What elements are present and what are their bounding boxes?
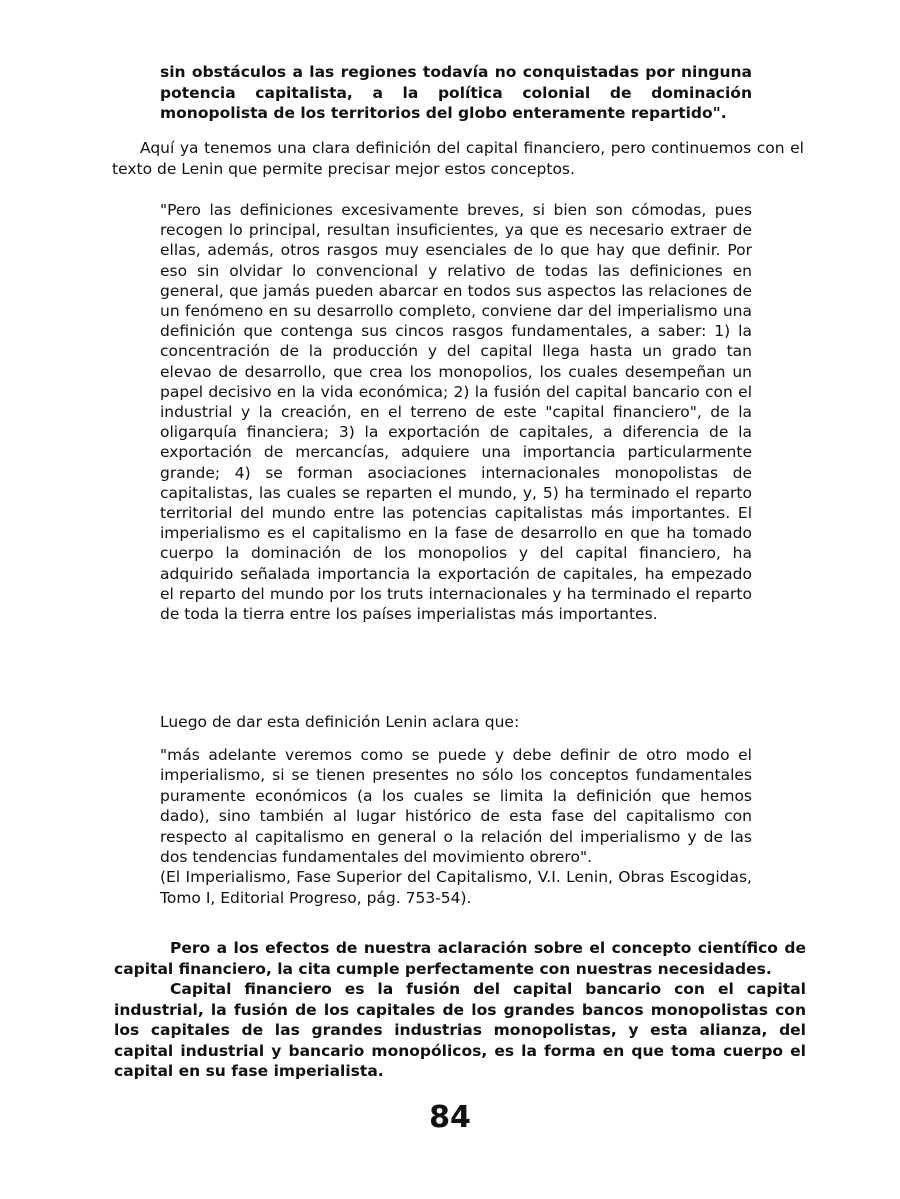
page-number: 84 [429,1100,471,1135]
paragraph-lenin-second-quote [160,745,752,908]
paragraph-quote-ending: sin obstáculos a las regiones todavía no conquistadas por ninguna potencia capitalista, a la política colonial de dominación monopolista de los territorios del globo enteramente repartido". [160,63,752,122]
second-quote-text: "más adelante veremos como se puede y debe definir de otro modo el imperialismo, si se tienen presentes no sólo los conceptos fundamentales puramente económicos (a los cuales se limita la definición que hemos dado), sino también al lugar histórico de esta fase del capitalismo con respecto al capitalismo en general o la relación del imperialismo y de las dos tendencias fundamentales del movimiento obrero". [160,746,752,867]
paragraph-intro: Aquí ya tenemos una clara definición del capital financiero, pero continuemos con el texto de Lenin que permite precisar mejor estos conceptos. [112,139,804,178]
conclusion-sentence-2: Capital financiero es la fusión del capital bancario con el capital industrial, la fusión de los capitales de los grandes bancos monopolistas con los capitales de las grandes industrias monopolistas, y esta alianza, del capital industrial y bancario monopólicos, es la forma en que toma cuerpo el capital en su fase imperialista. [114,980,806,1080]
conclusion-sentence-1: Pero a los efectos de nuestra aclaración sobre el concepto científico de capital financiero, la cita cumple perfectamente con nuestras necesidades. [114,939,806,978]
paragraph-transition: Luego de dar esta definición Lenin aclara que: [160,713,520,731]
citation: (El Imperialismo, Fase Superior del Capitalismo, V.I. Lenin, Obras Escogidas, Tomo I, Editorial Progreso, pág. 753-54). [160,868,752,907]
paragraph-conclusion [114,938,806,1082]
paragraph-lenin-definition-quote: "Pero las definiciones excesivamente breves, si bien son cómodas, pues recogen lo principal, resultan insuficientes, ya que es necesario extraer de ellas, además, otros rasgos muy esenciales de lo que hay que definir. Por eso sin olvidar lo convencional y relativo de todas las definiciones en general, que jamás pueden abarcar en todos sus aspectos las relaciones de un fenómeno en su desarrollo completo, conviene dar del imperialismo una definición que contenga sus cincos rasgos fundamentales, a saber: 1) la concentración de la producción y del capital llega hasta un grado tan elevao de desarrollo, que crea los monopolios, los cuales desempeñan un papel decisivo en la vida económica; 2) la fusión del capital bancario con el industrial y la creación, en el terreno de este "capital financiero", de la oligarquía financiera; 3) la exportación de capitales, a diferencia de la exportación de mercancías, adquiere una importancia particularmente grande; 4) se forman asociaciones internacionales monopolistas de capitalistas, las cuales se reparten el mundo, y, 5) ha terminado el reparto territorial del mundo entre las potencias capitalistas más importantes. El imperialismo es el capitalismo en la fase de desarrollo en que ha tomado cuerpo la dominación de los monopolios y del capital financiero, ha adquirido señalada importancia la exportación de capitales, ha empezado el reparto del mundo por los truts internacionales y ha terminado el reparto de toda la tierra entre los países imperialistas más importantes. [160,201,752,624]
